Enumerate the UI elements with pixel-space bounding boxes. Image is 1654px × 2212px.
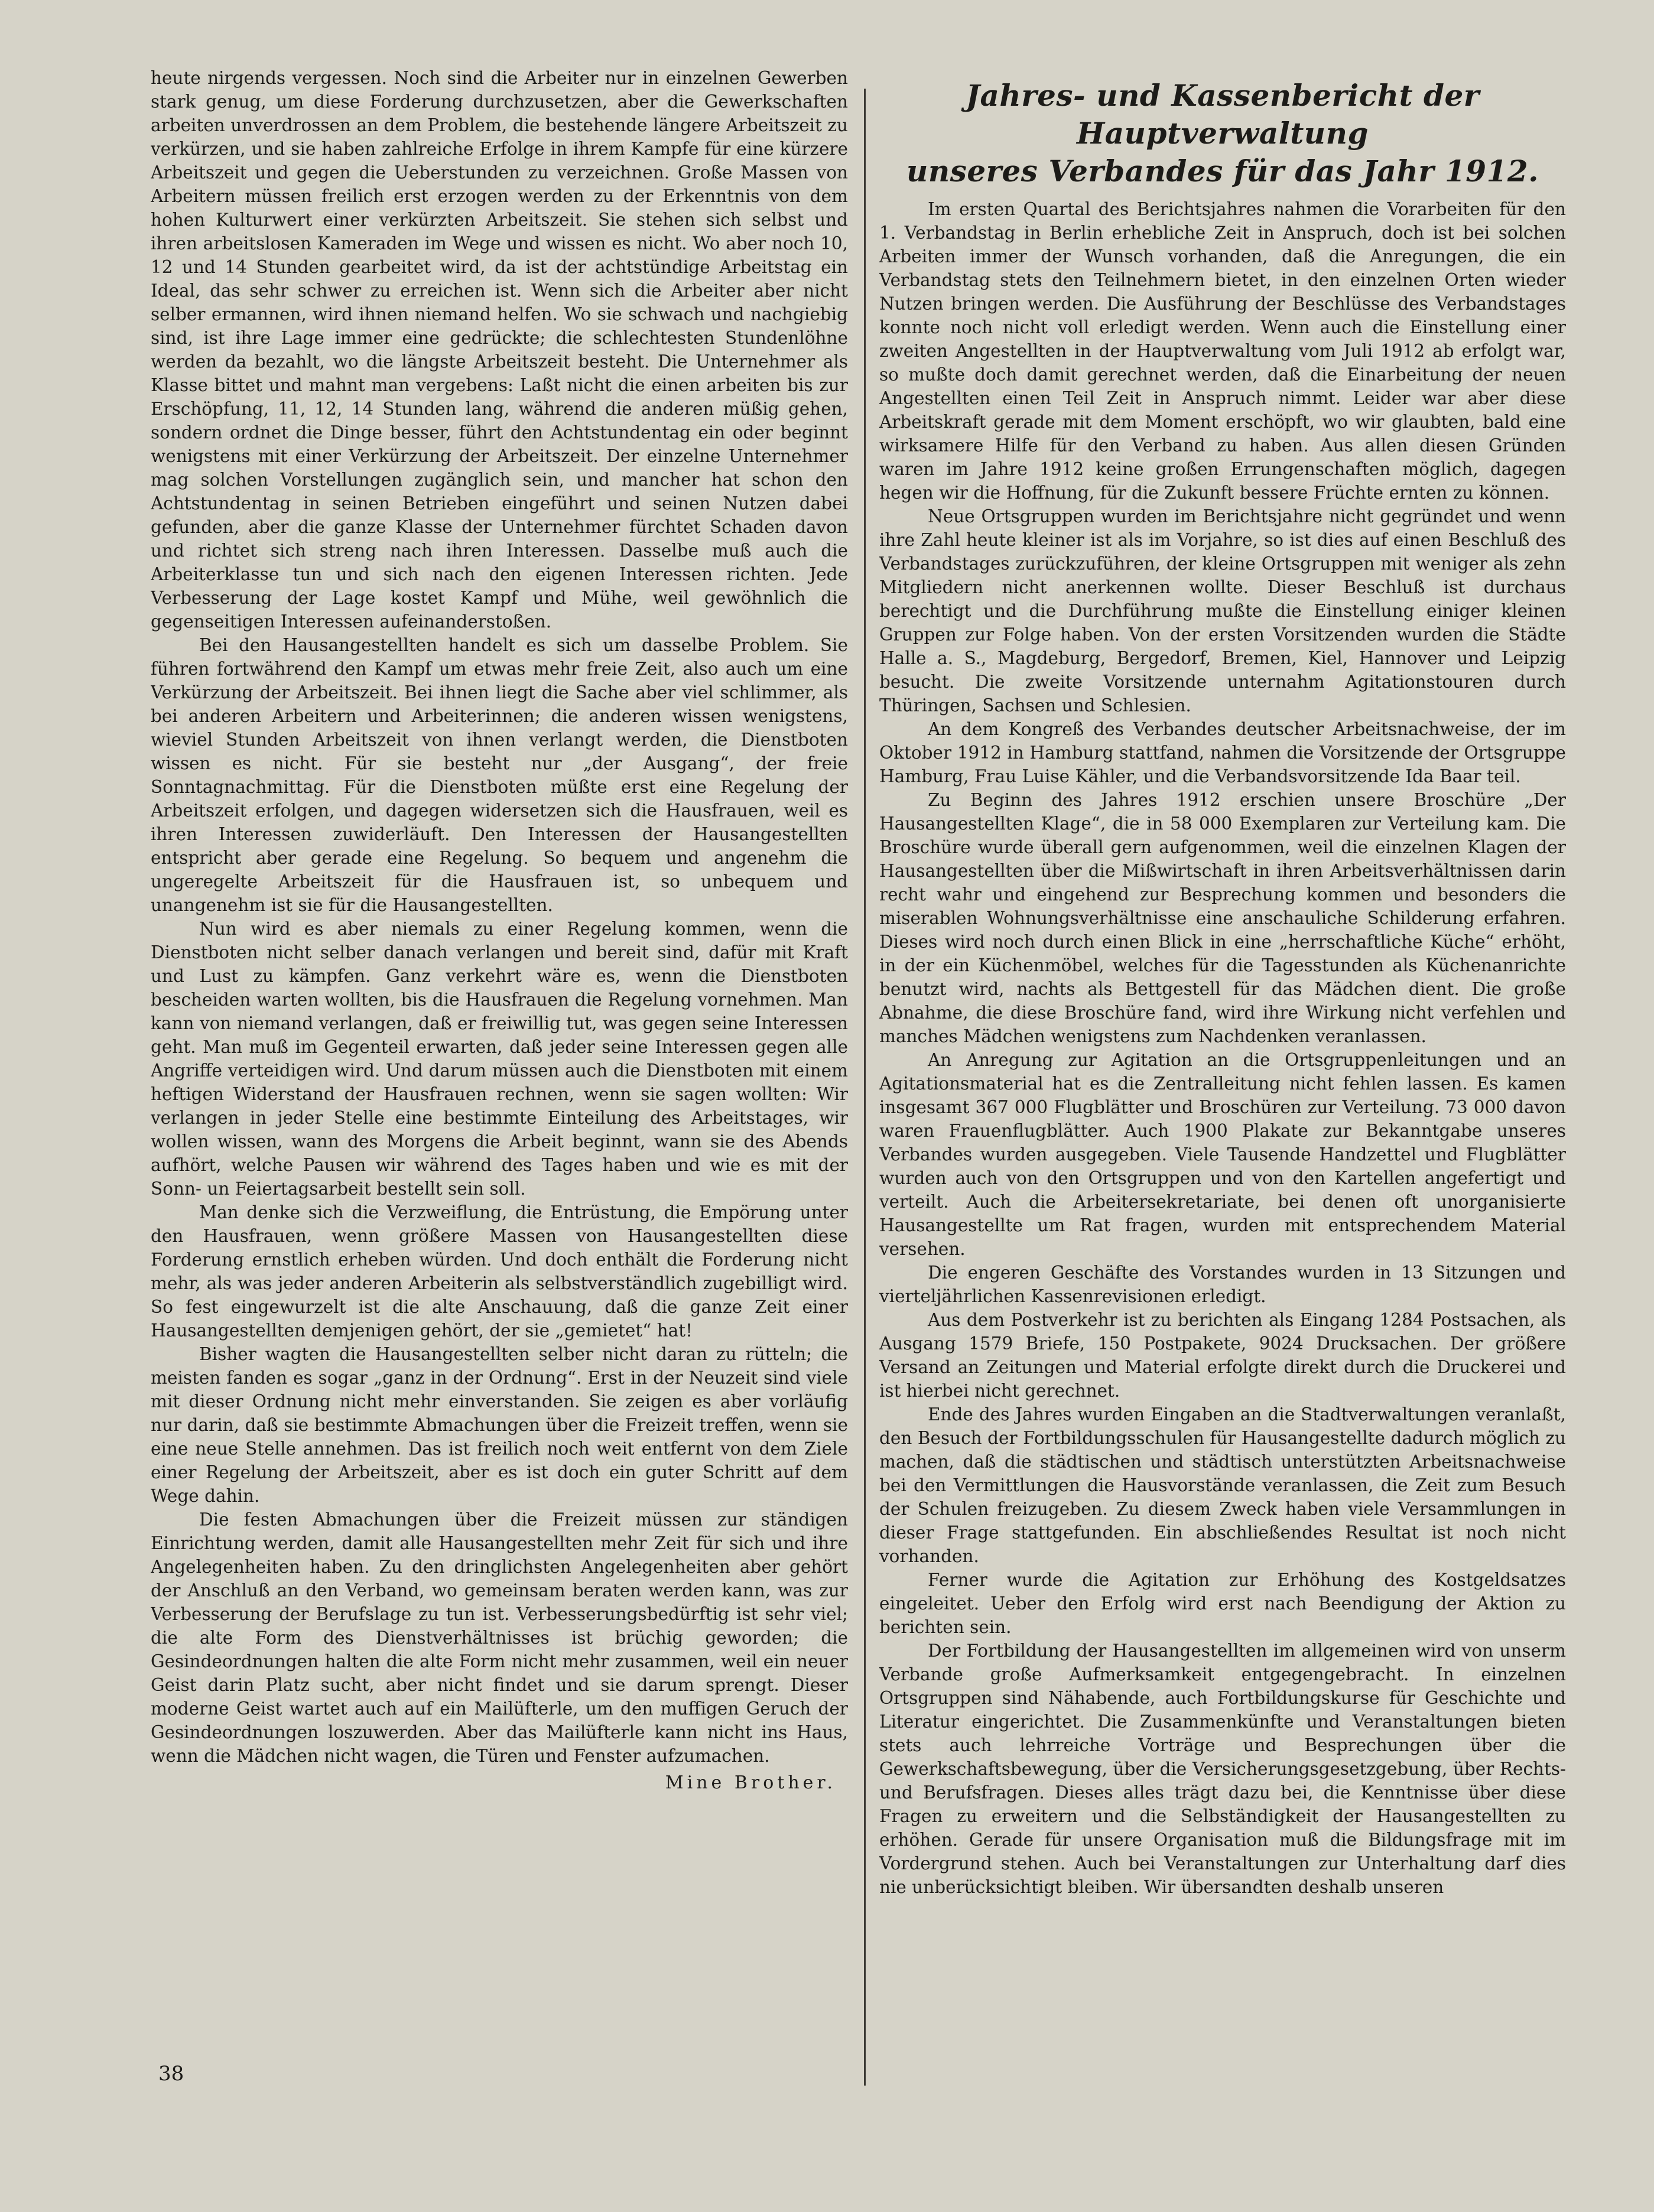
right-paragraph-6: Die engeren Geschäfte des Vorstandes wurden in 13 Sitzungen und vierteljährlichen Kassenrevisionen erledigt. — [879, 1263, 1566, 1306]
right-paragraph-3: An dem Kongreß des Verbandes deutscher Arbeitsnachweise, der im Oktober 1912 in Hamburg stattfand, nahmen die Vorsitzende der Ortsgruppe Hamburg, Frau Luise Kähler, und die Verbandsvorsitzende Ida Baar teil. — [879, 719, 1566, 786]
left-paragraph-2: Bei den Hausangestellten handelt es sich um dasselbe Problem. Sie führen fortwährend den Kampf um etwas mehr freie Zeit, also auch um eine Verkürzung der Arbeitszeit. Bei ihnen liegt die Sache aber viel schlimmer, als bei anderen Arbeitern und Arbeiterinnen; die anderen wissen wenigstens, wieviel Stunden Arbeitszeit von ihnen verlangt werden, die Dienstboten wissen es nicht. Für sie besteht nur „der Ausgang“, der freie Sonntagnachmittag. Für die Dienstboten müßte erst eine Regelung der Arbeitszeit erfolgen, und dagegen widersetzen sich die Hausfrauen, weil es ihren Interessen zuwiderläuft. Den Interessen der Hausangestellten entspricht aber gerade eine Regelung. So bequem und angenehm die ungeregelte Arbeitszeit für die Hausfrauen ist, so unbequem und unangenehm ist sie für die Hausangestellten. — [151, 635, 848, 915]
right-column — [879, 77, 1566, 2086]
right-paragraph-9: Ferner wurde die Agitation zur Erhöhung des Kostgeldsatzes eingeleitet. Ueber den Erfolg wird erst nach Beendigung der Aktion zu berichten sein. — [879, 1570, 1566, 1637]
left-paragraph-6: Die festen Abmachungen über die Freizeit müssen zur ständigen Einrichtung werden, damit alle Hausangestellten mehr Zeit für sich und ihre Angelegenheiten haben. Zu den dringlichsten Angelegenheiten aber gehört der Anschluß an den Verband, wo gemeinsam beraten werden kann, was zur Verbesserung der Berufslage zu tun ist. Verbesserungsbedürftig ist sehr viel; die alte Form des Dienstverhältnisses ist brüchig geworden; die Gesindeordnungen halten die alte Form nicht mehr zusammen, weil ein neuer Geist darin Platz sucht, aber nicht findet und sie darum sprengt. Dieser moderne Geist wartet auch auf ein Mailüfterle, um den muffigen Geruch der Gesindeordnungen loszuwerden. Aber das Mailüfterle kann nicht ins Haus, wenn die Mädchen nicht wagen, die Türen und Fenster aufzumachen. — [151, 1510, 848, 1766]
right-paragraph-10: Der Fortbildung der Hausangestellten im allgemeinen wird von unserm Verbande große Aufmerksamkeit entgegengebracht. In einzelnen Ortsgruppen sind Nähabende, auch Fortbildungskurse für Geschichte und Literatur eingerichtet. Die Zusammenkünfte und Veranstaltungen bieten stets auch lehrreiche Vorträge und Besprechungen über die Gewerkschaftsbewegung, über die Versicherungsgesetzgebung, über Rechts- und Berufsfragen. Dieses alles trägt dazu bei, die Kenntnisse über diese Fragen zu erweitern und die Selbständigkeit der Hausangestellten zu erhöhen. Gerade für unsere Organisation muß die Bildungsfrage mit im Vordergrund stehen. Auch bei Veranstaltungen zur Unterhaltung darf dies nie unberücksichtigt bleiben. Wir übersandten deshalb unseren — [879, 1641, 1566, 1897]
article-title-line-2: unseres Verbandes für das Jahr 1912. — [906, 154, 1539, 188]
left-column — [151, 66, 848, 2051]
right-paragraph-7: Aus dem Postverkehr ist zu berichten als Eingang 1284 Postsachen, als Ausgang 1579 Briefe, 150 Postpakete, 9024 Drucksachen. Der größere Versand an Zeitungen und Material erfolgte direkt durch die Druckerei und ist hierbei nicht gerechnet. — [879, 1310, 1566, 1401]
right-paragraph-2: Neue Ortsgruppen wurden im Berichtsjahre nicht gegründet und wenn ihre Zahl heute kleiner ist als im Vorjahre, so ist dies auf einen Beschluß des Verbandstages zurückzuführen, der kleine Ortsgruppen mit weniger als zehn Mitgliedern nicht anerkennen wollte. Dieser Beschluß ist durchaus berechtigt und die Durchführung mußte die Einstellung einiger kleinen Gruppen zur Folge haben. Von der ersten Vorsitzenden wurden die Städte Halle a. S., Magdeburg, Bergedorf, Bremen, Kiel, Hannover und Leipzig besucht. Die zweite Vorsitzende unternahm Agitationstouren durch Thüringen, Sachsen und Schlesien. — [879, 506, 1566, 715]
article-title — [879, 77, 1566, 190]
left-paragraph-1: heute nirgends vergessen. Noch sind die Arbeiter nur in einzelnen Gewerben stark genug, um diese Forderung durchzusetzen, aber die Gewerkschaften arbeiten unverdrossen an dem Problem, die bestehende längere Arbeitszeit zu verkürzen, und sie haben zahlreiche Erfolge in ihrem Kampfe für eine kürzere Arbeitszeit und gegen die Ueberstunden zu verzeichnen. Große Massen von Arbeitern müssen freilich erst erzogen werden zu der Erkenntnis von dem hohen Kulturwert einer verkürzten Arbeitszeit. Sie stehen sich selbst und ihren arbeitslosen Kameraden im Wege und wissen es nicht. Wo aber noch 10, 12 und 14 Stunden gearbeitet wird, da ist der achtstündige Arbeitstag ein Ideal, das sehr schwer zu erreichen ist. Wenn sich die Arbeiter aber nicht selber ermannen, wird ihnen niemand helfen. Wo sie schwach und nachgiebig sind, ist ihre Lage immer eine gedrückte; die schlechtesten Stundenlöhne werden da bezahlt, wo die längste Arbeitszeit besteht. Die Unternehmer als Klasse bittet und mahnt man vergebens: Laßt nicht die einen arbeiten bis zur Erschöpfung, 11, 12, 14 Stunden lang, während die anderen müßig gehen, sondern ordnet die Dinge besser, führt den Achtstundentag ein oder beginnt wenigstens mit einer Verkürzung der Arbeitszeit. Der einzelne Unternehmer mag solchen Vorstellungen zugänglich sein, und mancher hat schon den Achtstundentag in seinen Betrieben eingeführt und seinen Nutzen dabei gefunden, aber die ganze Klasse der Unternehmer fürchtet Schaden davon und richtet sich streng nach ihren Interessen. Dasselbe muß auch die Arbeiterklasse tun und sich nach den eigenen Interessen richten. Jede Verbesserung der Lage kostet Kampf und Mühe, weil gewöhnlich die gegenseitigen Interessen aufeinanderstoßen. — [151, 68, 848, 632]
right-paragraph-8: Ende des Jahres wurden Eingaben an die Stadtverwaltungen veranlaßt, den Besuch der Fortbildungsschulen für Hausangestellte dadurch möglich zu machen, daß die städtischen und städtisch unterstützten Arbeitsnachweise bei den Vermittlungen die Hausvorstände veranlassen, die Zeit zum Besuch der Schulen freizugeben. Zu diesem Zweck haben viele Versammlungen in dieser Frage stattgefunden. Ein abschließendes Resultat ist noch nicht vorhanden. — [879, 1404, 1566, 1566]
left-paragraph-3: Nun wird es aber niemals zu einer Regelung kommen, wenn die Dienstboten nicht selber danach verlangen und bereit sind, dafür mit Kraft und Lust zu kämpfen. Ganz verkehrt wäre es, wenn die Dienstboten bescheiden warten wollten, bis die Hausfrauen die Regelung vornehmen. Man kann von niemand verlangen, daß er freiwillig tut, was gegen seine Interessen geht. Man muß im Gegenteil erwarten, daß jeder seine Interessen gegen alle Angriffe verteidigen wird. Und darum müssen auch die Dienstboten mit einem heftigen Widerstand der Hausfrauen rechnen, wenn sie sagen wollten: Wir verlangen in jeder Stelle eine bestimmte Einteilung des Arbeitstages, wir wollen wissen, wann des Morgens die Arbeit beginnt, wann sie des Abends aufhört, welche Pausen wir während des Tages haben und wie es mit der Sonn- un Feiertagsarbeit bestellt sein soll. — [151, 919, 848, 1199]
right-paragraph-1: Im ersten Quartal des Berichtsjahres nahmen die Vorarbeiten für den 1. Verbandstag in Berlin erhebliche Zeit in Anspruch, doch ist bei solchen Arbeiten immer der Wunsch vorhanden, daß die Anregungen, die ein Verbandstag stets den Teilnehmern bietet, in den einzelnen Orten wieder Nutzen bringen werden. Die Ausführung der Beschlüsse des Verbandstages konnte noch nicht voll erledigt werden. Wenn auch die Einstellung einer zweiten Angestellten in der Hauptverwaltung vom Juli 1912 ab erfolgt war, so mußte doch damit gerechnet werden, daß die Einarbeitung der neuen Angestellten einen Teil Zeit in Anspruch nimmt. Leider war aber diese Arbeitskraft gerade mit dem Moment erschöpft, wo wir glaubten, bald eine wirksamere Hilfe für den Verband zu haben. Aus allen diesen Gründen waren im Jahre 1912 keine großen Errungenschaften möglich, dagegen hegen wir die Hoffnung, für die Zukunft bessere Früchte ernten zu können. — [879, 199, 1566, 503]
column-divider — [864, 89, 866, 2086]
left-paragraph-5: Bisher wagten die Hausangestellten selber nicht daran zu rütteln; die meisten fanden es sogar „ganz in der Ordnung“. Erst in der Neuzeit sind viele mit dieser Ordnung nicht mehr einverstanden. Sie zeigen es aber vorläufig nur darin, daß sie bestimmte Abmachungen über die Freizeit treffen, wenn sie eine neue Stelle annehmen. Das ist freilich noch weit entfernt von dem Ziele einer Regelung der Arbeitszeit, aber es ist doch ein guter Schritt auf dem Wege dahin. — [151, 1344, 848, 1506]
page-number: 38 — [158, 2062, 184, 2086]
right-paragraph-4: Zu Beginn des Jahres 1912 erschien unsere Broschüre „Der Hausangestellten Klage“, die in 58 000 Exemplaren zur Verteilung kam. Die Broschüre wurde überall gern aufgenommen, weil die einzelnen Klagen der Hausangestellten über die Mißwirtschaft in ihren Arbeitsverhältnissen darin recht wahr und eingehend zur Besprechung kommen und besonders die miserablen Wohnungsverhältnisse eine anschauliche Schilderung erfahren. Dieses wird noch durch einen Blick in eine „herrschaftliche Küche“ erhöht, in der ein Küchenmöbel, welches für die Tagesstunden als Küchenanrichte benutzt wird, nachts als Bettgestell für das Mädchen dient. Die große Abnahme, die diese Broschüre fand, wird ihre Wirkung nicht verfehlen und manches Mädchen wenigstens zum Nachdenken veranlassen. — [879, 790, 1566, 1046]
article-title-line-1: Jahres- und Kassenbericht der Hauptverwaltung — [966, 78, 1480, 151]
right-paragraph-5: An Anregung zur Agitation an die Ortsgruppenleitungen und an Agitationsmaterial hat es die Zentralleitung nicht fehlen lassen. Es kamen insgesamt 367 000 Flugblätter und Broschüren zur Verteilung. 73 000 davon waren Frauenflugblätter. Auch 1900 Plakate zur Bekanntgabe unseres Verbandes wurden ausgegeben. Viele Tausende Handzettel und Flugblätter wurden auch von den Ortsgruppen und von den Kartellen angefertigt und verteilt. Auch die Arbeitersekretariate, bei denen oft unorganisierte Hausangestellte um Rat fragen, wurden mit entsprechendem Material versehen. — [879, 1050, 1566, 1259]
author-signature: Mine Brother. — [665, 1772, 836, 1793]
left-paragraph-4: Man denke sich die Verzweiflung, die Entrüstung, die Empörung unter den Hausfrauen, wenn größere Massen von Hausangestellten diese Forderung ernstlich erheben würden. Und doch enthält die Forderung nicht mehr, als was jeder anderen Arbeiterin als selbstverständlich zugebilligt wird. So fest eingewurzelt ist die alte Anschauung, daß die ganze Zeit einer Hausangestellten demjenigen gehört, der sie „gemietet“ hat! — [151, 1202, 848, 1341]
